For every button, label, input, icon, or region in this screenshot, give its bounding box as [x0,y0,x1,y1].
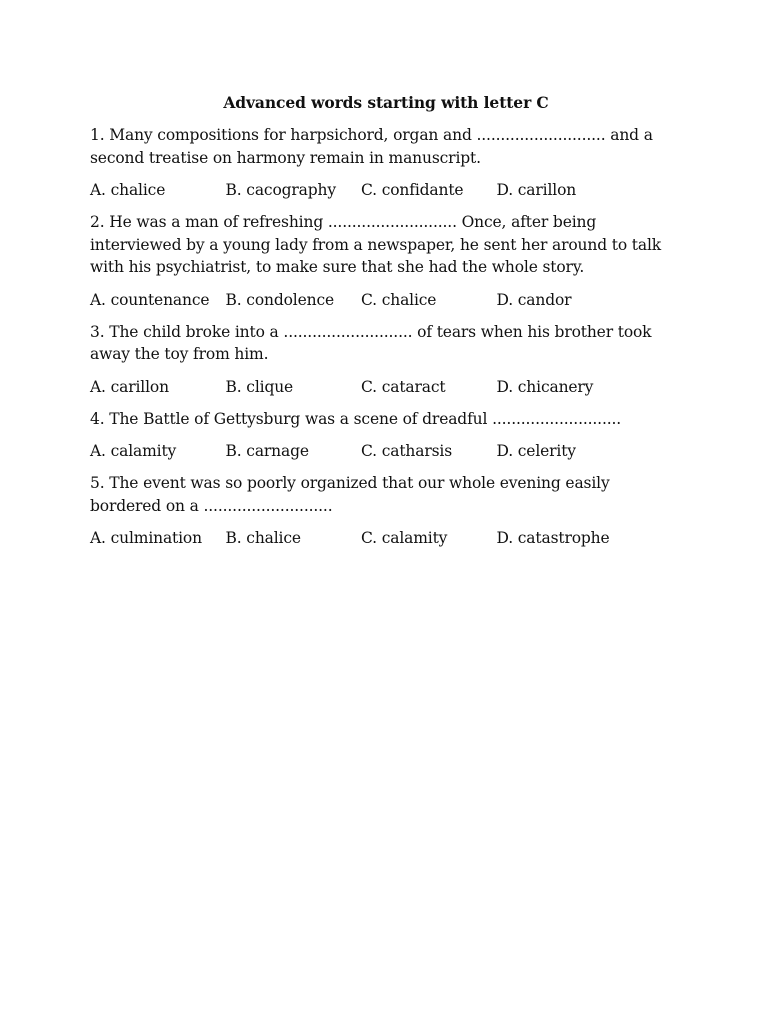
answer-option-d: D. chicanery [496,377,594,396]
answer-option-a: A. calamity [90,442,177,460]
answer-option-d: D. celerity [496,442,576,460]
answer-options [90,440,682,462]
answer-option-c: C. confidante [361,181,464,199]
answer-option-b: B. cacography [225,181,336,199]
answer-option-c: C. calamity [361,529,448,547]
question-text: 5. The event was so poorly organized that our whole evening easily bordered on a ........................... [90,474,610,515]
answer-option-b: B. carnage [225,442,309,460]
question-block [90,408,682,463]
answer-option-d: D. candor [496,290,572,309]
question-text: 2. He was a man of refreshing ........................... Once, after being interviewed by a young lady from a newspaper, he sent her around to talk with his psychiatrist, to make sure that she had the whole story. [90,213,662,276]
question-block [90,124,682,201]
answer-options [90,527,682,549]
question-block [90,211,682,311]
answer-options [90,289,682,311]
answer-option-d: D. carillon [496,181,577,199]
answer-option-b: B. clique [225,377,294,396]
question-text: 4. The Battle of Gettysburg was a scene of dreadful ........................... [90,409,622,428]
answer-option-b: B. chalice [225,529,301,547]
worksheet-title: Advanced words starting with letter C [223,93,549,112]
answer-option-a: A. countenance [90,290,210,309]
answer-option-c: C. cataract [361,377,446,396]
question-block [90,321,682,398]
question-text: 1. Many compositions for harpsichord, organ and ........................... and a second treatise on harmony remain in manuscript. [90,126,653,167]
question-block [90,472,682,549]
question-text: 3. The child broke into a ........................... of tears when his brother took away the toy from him. [90,322,652,363]
answer-option-c: C. catharsis [361,442,453,460]
worksheet-content [90,92,682,559]
answer-option-b: B. condolence [225,290,335,309]
answer-option-a: A. chalice [90,181,166,199]
answer-option-a: A. carillon [90,377,169,396]
answer-options [90,179,682,201]
answer-option-c: C. chalice [361,290,437,309]
answer-option-d: D. catastrophe [496,529,610,547]
answer-options [90,376,682,398]
answer-option-a: A. culmination [90,529,202,547]
